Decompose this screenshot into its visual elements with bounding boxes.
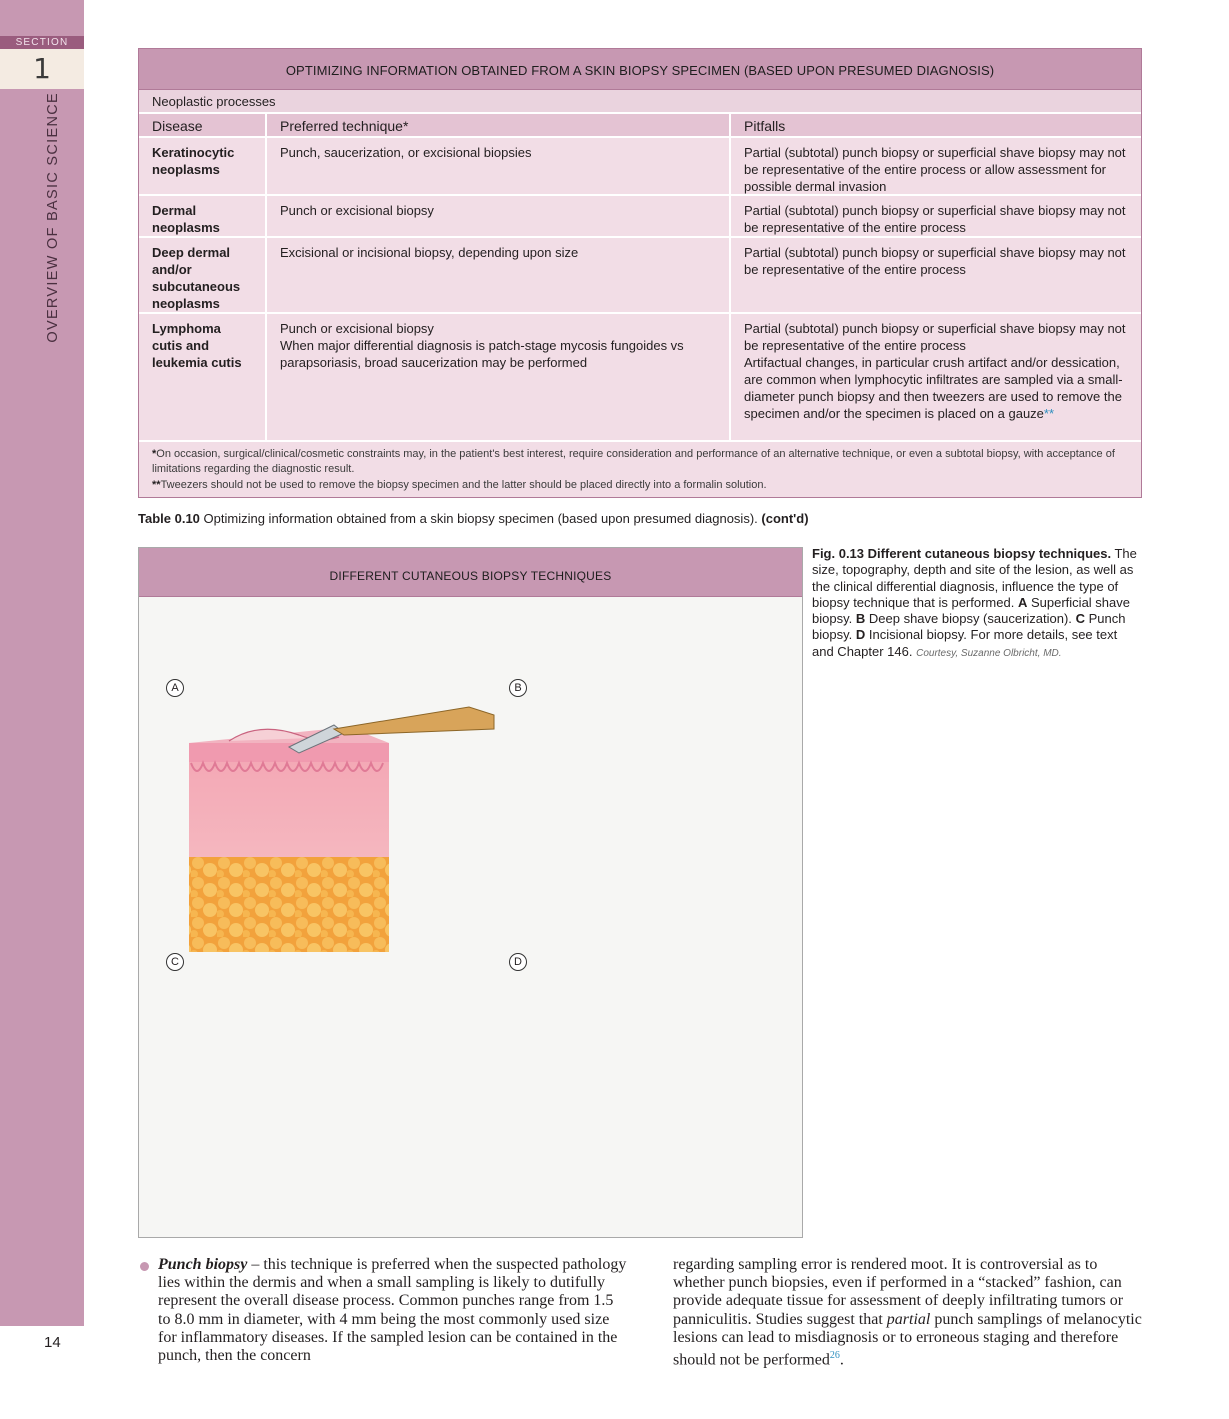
- footnote: **Tweezers should not be used to remove the biopsy specimen and the latter should be placed directly into a formalin solution.: [152, 479, 767, 491]
- figure-credit: Courtesy, Suzanne Olbricht, MD.: [916, 647, 1062, 659]
- footnote-mark: **: [1043, 406, 1055, 421]
- pitfalls-cell: [731, 314, 1141, 440]
- table-row: [139, 138, 1141, 196]
- biopsy-figure: [138, 547, 803, 1238]
- table-row: [139, 314, 1141, 442]
- column-header: Pitfalls: [744, 118, 786, 134]
- column-header: Disease: [139, 114, 267, 136]
- table-row: [139, 238, 1141, 314]
- section-title: OVERVIEW OF BASIC SCIENCE: [45, 92, 61, 343]
- panel-label-d: D: [509, 953, 527, 971]
- biopsy-table: [138, 48, 1142, 498]
- disease-cell: Deep dermal and/or subcutaneous neoplasms: [139, 238, 267, 312]
- body-column-2: regarding sampling error is rendered moot. It is controversial as to whether punch biopsies, even if performed in a “stacked” fashion, can provide adequate tissue for assessment of deeply infiltrating tumors or panniculitis. Studies suggest that partial punch samplings of melanocytic lesions can lead to misdiagnosis or to erroneous staging and therefore should not be performed$^{26}$.: [673, 1256, 1142, 1369]
- disease-cell: Keratinocytic neoplasms: [139, 138, 267, 194]
- technique-line: Punch or excisional biopsy: [280, 321, 434, 336]
- panel-label-b: B: [509, 679, 527, 697]
- reference-link[interactable]: 26: [829, 1350, 840, 1362]
- technique-cell: Excisional or incisional biopsy, depending upon size: [267, 238, 731, 312]
- page-number: 14: [44, 1334, 61, 1351]
- table-title: OPTIMIZING INFORMATION OBTAINED FROM A SKIN BIOPSY SPECIMEN (BASED UPON PRESUMED DIAGNOSIS): [139, 49, 1141, 90]
- pitfalls-cell: Partial (subtotal) punch biopsy or superficial shave biopsy may not be representative of the entire process or allow assessment for possible dermal invasion: [744, 145, 1126, 194]
- technique-line: When major differential diagnosis is patch-stage mycosis fungoides vs parapsoriasis, broad saucerization may be performed: [280, 338, 684, 370]
- figure-caption: Fig. 0.13 Different cutaneous biopsy techniques. The size, topography, depth and site of the lesion, as well as the clinical differential diagnosis, influence the type of biopsy technique that is performed. A Superficial shave biopsy. B Deep shave biopsy (saucerization). C Punch biopsy. D Incisional biopsy. For more details, see text and Chapter 146. Courtesy, Suzanne Olbricht, MD.: [812, 546, 1137, 659]
- disease-cell: Dermal neoplasms: [139, 196, 267, 236]
- technique-cell: Punch or excisional biopsy: [267, 196, 731, 236]
- table-caption: Table 0.10 Optimizing information obtained from a skin biopsy specimen (based upon presumed diagnosis). (cont'd): [138, 511, 809, 526]
- technique-cell: Punch, saucerization, or excisional biopsies: [267, 138, 731, 194]
- panel-a-shave-biopsy: [189, 707, 494, 952]
- footnote: *On occasion, surgical/clinical/cosmetic constraints may, in the patient's best interest, require consideration and performance of an alternative technique, or even a subtotal biopsy, with acceptance of limitations regarding the diagnostic result.: [152, 448, 1115, 475]
- figure-title: DIFFERENT CUTANEOUS BIOPSY TECHNIQUES: [139, 548, 802, 597]
- panel-label-a: A: [166, 679, 184, 697]
- panel-label-c: C: [166, 953, 184, 971]
- biopsy-illustration: [139, 597, 802, 1237]
- section-number: 1: [0, 49, 84, 89]
- section-label: SECTION: [0, 36, 84, 49]
- table-footnotes: [139, 442, 1141, 497]
- table-row: [139, 196, 1141, 238]
- technique-cell: [267, 314, 731, 440]
- column-header: Preferred technique*: [267, 114, 731, 136]
- bullet-icon: [140, 1262, 149, 1271]
- body-column-1: Punch biopsy – this technique is preferred when the suspected pathology lies within the dermis and when a small sampling is likely to dutifully represent the overall disease process. Common punches range from 1.5 to 8.0 mm in diameter, with 4 mm being the most commonly used size for inflammatory diseases. If the sampled lesion can be contained in the punch, then the concern: [158, 1256, 627, 1365]
- pitfalls-line: Partial (subtotal) punch biopsy or superficial shave biopsy may not be representative of the entire process: [744, 321, 1126, 353]
- table-subtitle: Neoplastic processes: [139, 90, 1141, 114]
- table-header-row: [139, 114, 1141, 138]
- section-sidebar: [0, 0, 84, 1326]
- pitfalls-line: Artifactual changes, in particular crush artifact and/or dessication, are common when lymphocytic infiltrates are sampled via a small-diameter punch biopsy and then tweezers are used to remove the specimen and/or the specimen is placed on a gauze**: [744, 355, 1123, 421]
- disease-cell: Lymphoma cutis and leukemia cutis: [139, 314, 267, 440]
- pitfalls-cell: Partial (subtotal) punch biopsy or superficial shave biopsy may not be representative of the entire process: [744, 203, 1126, 235]
- pitfalls-cell: Partial (subtotal) punch biopsy or superficial shave biopsy may not be representative of the entire process: [744, 245, 1126, 277]
